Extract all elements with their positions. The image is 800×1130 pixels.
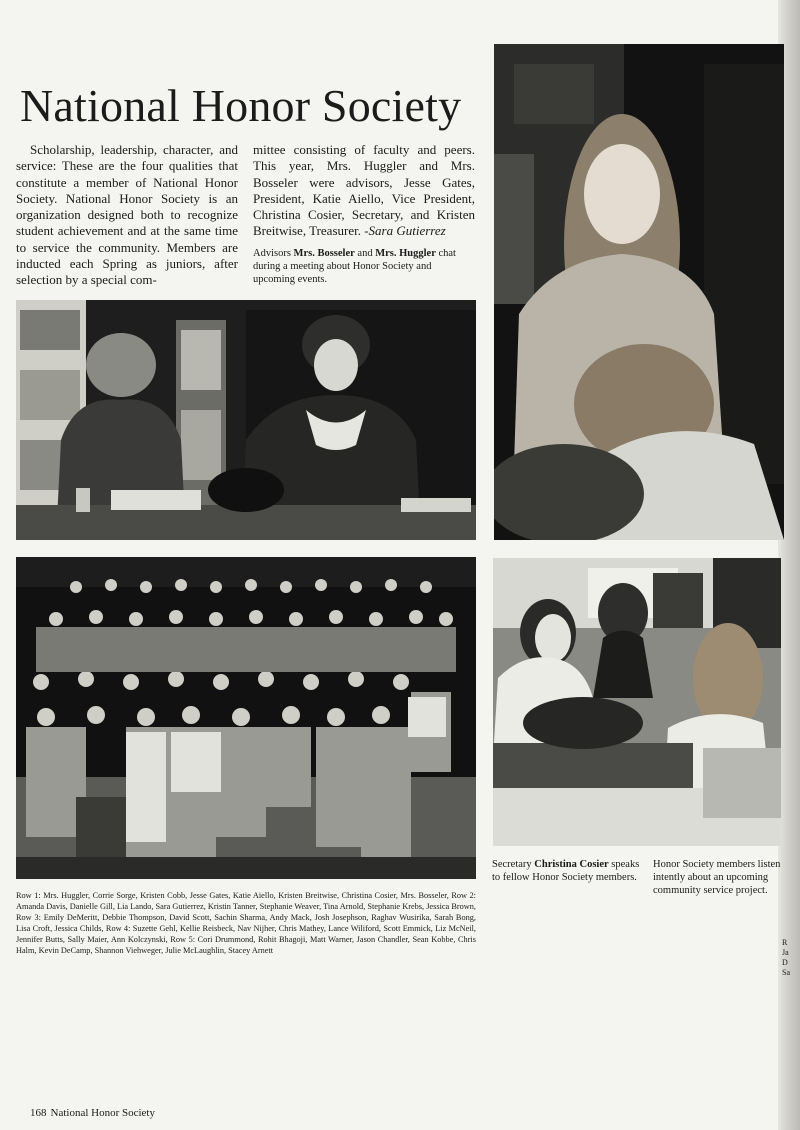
caption-advisors-name2: Mrs. Huggler [375, 248, 436, 259]
photo-advisors [16, 300, 476, 540]
page-title: National Honor Society [20, 80, 462, 131]
caption-members: Honor Society members listen intently about an upcoming community service project. [653, 859, 781, 896]
page-number: 168 [30, 1107, 47, 1119]
body-text-left: Scholarship, leadership, character, and service: These are the four qualities that constitute a member of National Honor Society. National Honor Society is an organization designed both to recognize student achievement and at the same time to service the community. Members are inducted each Spring as juniors, after selection by a special com- [16, 142, 238, 288]
caption-advisors-prefix: Advisors [253, 248, 291, 259]
photo-members-listening [493, 558, 781, 846]
group-roster-caption: Row 1: Mrs. Huggler, Corrie Sorge, Kristen Cobb, Jesse Gates, Katie Aiello, Kristen Breitwise, Christina Cosier, Mrs. Bosseler, Row 2: Amanda Davis, Danielle Gill, Lia Lando, Sara Gutierrez, Kristin Tanner, Stephanie Weaver, Tina Arnold, Stephanie Krebs, Jessica Brown, Row 3: Emily DeMeritt, Debbie Thompson, David Scott, Sachin Sharma, Andy Mack, Josh Josephson, Raghav Wusirika, Sarah Bong, Lisa Croft, Jessica Childs, Row 4: Suzette Gehl, Kellie Reisbeck, Nav Nijher, Chris Mathey, Lance Wiliford, Scott Emmick, Liz McNeil, Jennifer Butts, Sally Maier, Ann Kolczynski, Row 5: Cori Drummond, Rohit Bhagoji, Matt Warner, Jason Chandler, Sean Kobbe, Chris Halm, Kevin DeCamp, Shannon Viehweger, Julie McLaughlin, Stacey Arnett [16, 891, 476, 955]
next-page-text-fragment-3: D [782, 958, 788, 967]
caption-secretary-rest: speaks to fellow Honor Society members. [492, 859, 640, 883]
photo-secretary-standing [494, 44, 784, 540]
caption-secretary-name: Christina Cosier [534, 859, 609, 870]
page-footer [30, 1107, 155, 1119]
next-page-text-fragment-4: Sa [782, 968, 790, 977]
next-page-text-fragment-2: Ja [782, 948, 789, 957]
next-page-text-fragment-1: R [782, 938, 788, 947]
caption-secretary [492, 858, 642, 884]
caption-advisors-joiner: and [357, 248, 373, 259]
caption-advisors-rest: chat during a meeting about Honor Society and upcoming events. [253, 248, 456, 285]
caption-advisors [253, 247, 475, 286]
body-text-right [253, 142, 475, 240]
author-byline: -Sara Gutierrez [364, 223, 446, 239]
body-text-right-main: mittee consisting of faculty and peers. This year, Mrs. Huggler and Mrs. Bosseler were advisors, Jesse Gates, President, Katie Aiello, Vice President, Christina Cosier, Secretary, and Kristen Breitwise, Treasurer. [253, 142, 475, 239]
section-name: National Honor Society [50, 1107, 155, 1119]
caption-secretary-prefix: Secretary [492, 859, 532, 870]
photo-group [16, 557, 476, 879]
caption-advisors-name1: Mrs. Bosseler [293, 248, 355, 259]
